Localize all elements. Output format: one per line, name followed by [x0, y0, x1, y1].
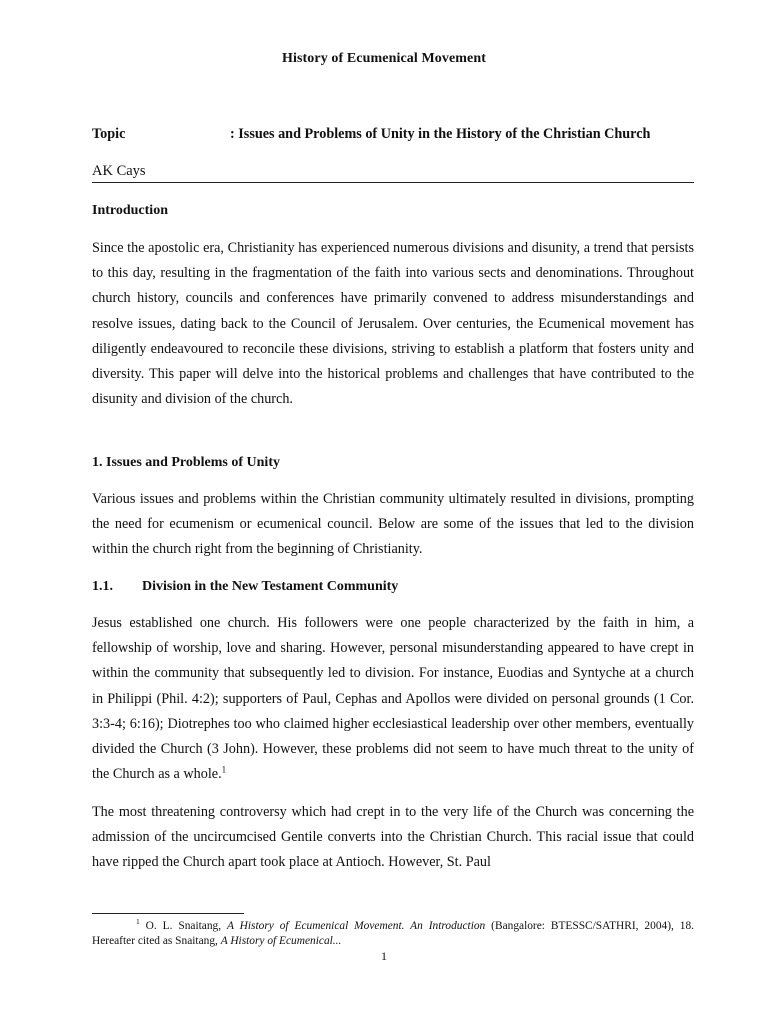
- introduction-paragraph: Since the apostolic era, Christianity has experienced numerous divisions and disunity, a trend that persists to this day, resulting in the fragmentation of the faith into various sects and denominations. Throughout church history, councils and conferences have primarily convened to address misunderstandings and resolve issues, dating back to the Council of Jerusalem. Over centuries, the Ecumenical movement has diligently endeavoured to reconcile these divisions, striving to establish a platform that fosters unity and diversity. This paper will delve into the historical problems and challenges that have contributed to the disunity and division of the church.: [92, 240, 694, 408]
- author-name: AK Cays: [92, 162, 694, 183]
- footnote-short-title: A History of Ecumenical...: [220, 934, 342, 947]
- section-1-1-title: Division in the New Testament Community: [142, 579, 399, 594]
- footnote-book-title: A History of Ecumenical Movement. An Introduction: [226, 920, 486, 932]
- topic-line: [92, 126, 702, 143]
- section-1-1-paragraph-1: [92, 611, 694, 787]
- section-1-1-paragraph-1-text: Jesus established one church. His followers were one people characterized by the faith in him, a fellowship of worship, love and sharing. However, personal misunderstanding appeared to have crept in within the community that subsequently led to division. For instance, Euodias and Syntyche at a church in Philippi (Phil. 4:2); supporters of Paul, Cephas and Apollos were divided on personal grounds (1 Cor. 3:3-4; 6:16); Diotrephes too who claimed higher ecclesiastical leadership over other members, eventually divided the Church (3 John). However, these problems did not seem to have much threat to the unity of the Church as a whole.: [92, 615, 694, 783]
- document-title: History of Ecumenical Movement: [281, 51, 486, 66]
- topic-label: Topic: [92, 126, 126, 142]
- footnote-details: (Bangalore: BTESSC/SATHRI, 2004), 18. Hereafter cited as Snaitang,: [92, 920, 694, 947]
- section-1-heading: 1. Issues and Problems of Unity: [92, 455, 280, 470]
- section-1-paragraph: Various issues and problems within the Christian community ultimately resulted in divisions, prompting the need for ecumenism or ecumenical council. Below are some of the issues that led to the division within the church right from the beginning of Christianity.: [92, 491, 694, 558]
- footnote-author: O. L. Snaitang,: [139, 920, 227, 932]
- footnote-1: [92, 919, 694, 949]
- footnote-reference[interactable]: 1: [221, 764, 227, 775]
- section-1-1-paragraph-2: The most threatening controversy which had crept in to the very life of the Church was concerning the admission of the uncircumcised Gentile converts into the Christian Church. This racial issue that could have ripped the Church apart took place at Antioch. However, St. Paul: [92, 804, 694, 871]
- footnote-separator: [92, 913, 244, 914]
- section-1-1-number: 1.1.: [92, 579, 113, 594]
- topic-text: : Issues and Problems of Unity in the History of the Christian Church: [230, 126, 651, 142]
- page-number: 1: [381, 949, 387, 963]
- introduction-heading: Introduction: [92, 203, 168, 218]
- footnote-marker: 1: [136, 917, 140, 927]
- section-1-1-heading: [92, 579, 398, 595]
